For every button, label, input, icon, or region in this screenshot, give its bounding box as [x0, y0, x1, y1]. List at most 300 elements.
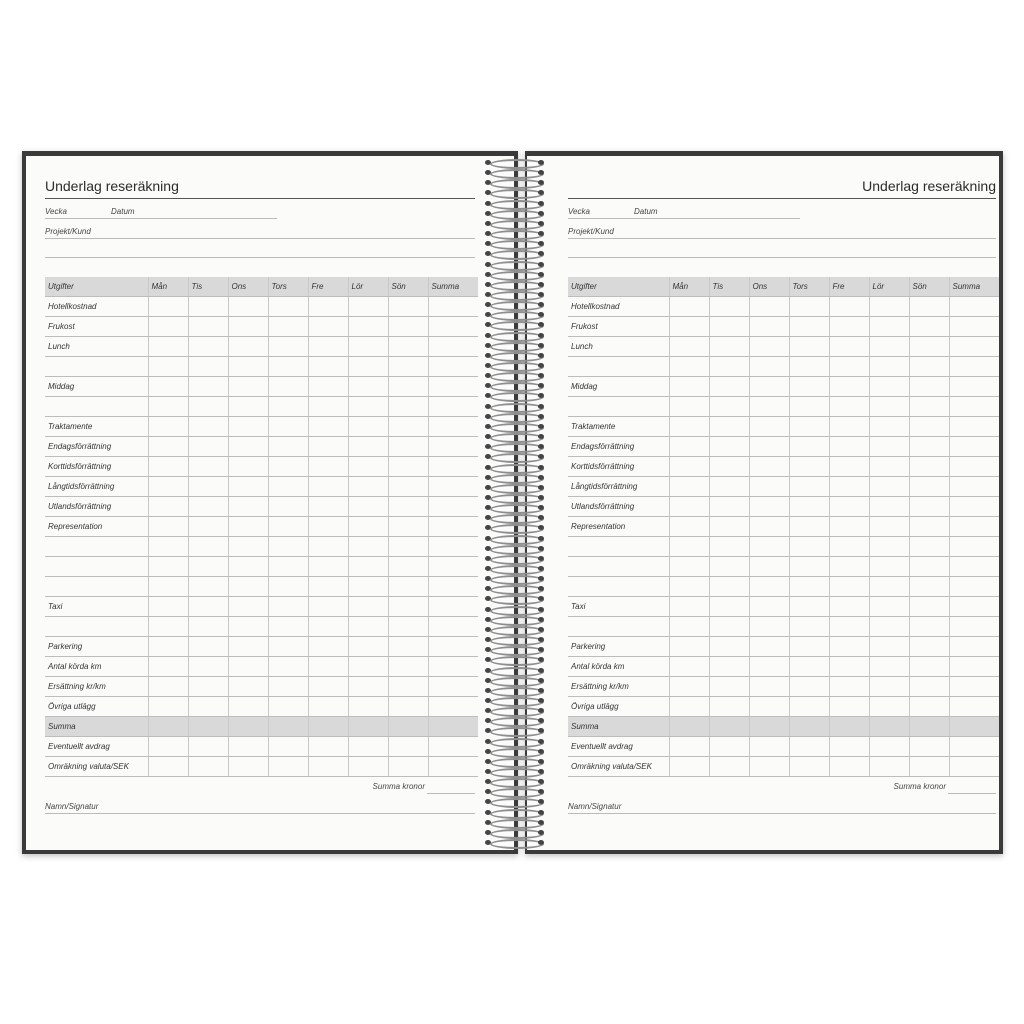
entry-cell[interactable] — [749, 637, 789, 657]
entry-cell[interactable] — [348, 417, 388, 437]
entry-cell[interactable] — [829, 517, 869, 537]
entry-cell[interactable] — [188, 437, 228, 457]
entry-cell[interactable] — [148, 517, 188, 537]
entry-cell[interactable] — [749, 677, 789, 697]
entry-cell[interactable] — [188, 357, 228, 377]
entry-cell[interactable] — [669, 677, 709, 697]
entry-cell[interactable] — [949, 297, 999, 317]
entry-cell[interactable] — [388, 357, 428, 377]
entry-cell[interactable] — [188, 637, 228, 657]
entry-cell[interactable] — [709, 477, 749, 497]
entry-cell[interactable] — [148, 717, 188, 737]
entry-cell[interactable] — [749, 397, 789, 417]
entry-cell[interactable] — [949, 337, 999, 357]
entry-cell[interactable] — [348, 617, 388, 637]
entry-cell[interactable] — [949, 557, 999, 577]
entry-cell[interactable] — [909, 717, 949, 737]
entry-cell[interactable] — [909, 657, 949, 677]
entry-cell[interactable] — [909, 737, 949, 757]
entry-cell[interactable] — [789, 737, 829, 757]
entry-cell[interactable] — [148, 617, 188, 637]
entry-cell[interactable] — [388, 577, 428, 597]
entry-cell[interactable] — [188, 757, 228, 777]
entry-cell[interactable] — [829, 457, 869, 477]
entry-cell[interactable] — [388, 337, 428, 357]
entry-cell[interactable] — [428, 437, 478, 457]
entry-cell[interactable] — [909, 577, 949, 597]
entry-cell[interactable] — [949, 397, 999, 417]
entry-cell[interactable] — [148, 437, 188, 457]
entry-cell[interactable] — [348, 457, 388, 477]
entry-cell[interactable] — [869, 697, 909, 717]
entry-cell[interactable] — [949, 597, 999, 617]
entry-cell[interactable] — [388, 617, 428, 637]
entry-cell[interactable] — [709, 577, 749, 597]
entry-cell[interactable] — [348, 397, 388, 417]
entry-cell[interactable] — [869, 617, 909, 637]
entry-cell[interactable] — [949, 657, 999, 677]
entry-cell[interactable] — [709, 497, 749, 517]
projekt-rule-2[interactable] — [45, 257, 475, 258]
entry-cell[interactable] — [749, 377, 789, 397]
entry-cell[interactable] — [268, 497, 308, 517]
entry-cell[interactable] — [308, 557, 348, 577]
entry-cell[interactable] — [188, 397, 228, 417]
entry-cell[interactable] — [188, 297, 228, 317]
entry-cell[interactable] — [869, 437, 909, 457]
entry-cell[interactable] — [428, 377, 478, 397]
entry-cell[interactable] — [669, 737, 709, 757]
entry-cell[interactable] — [348, 537, 388, 557]
entry-cell[interactable] — [428, 737, 478, 757]
entry-cell[interactable] — [388, 497, 428, 517]
entry-cell[interactable] — [148, 477, 188, 497]
entry-cell[interactable] — [909, 557, 949, 577]
entry-cell[interactable] — [268, 757, 308, 777]
entry-cell[interactable] — [949, 537, 999, 557]
entry-cell[interactable] — [428, 497, 478, 517]
entry-cell[interactable] — [188, 537, 228, 557]
entry-cell[interactable] — [869, 577, 909, 597]
entry-cell[interactable] — [789, 437, 829, 457]
entry-cell[interactable] — [829, 377, 869, 397]
entry-cell[interactable] — [869, 417, 909, 437]
entry-cell[interactable] — [428, 577, 478, 597]
entry-cell[interactable] — [228, 637, 268, 657]
entry-cell[interactable] — [909, 477, 949, 497]
entry-cell[interactable] — [829, 537, 869, 557]
entry-cell[interactable] — [388, 637, 428, 657]
entry-cell[interactable] — [228, 417, 268, 437]
entry-cell[interactable] — [348, 377, 388, 397]
entry-cell[interactable] — [669, 437, 709, 457]
entry-cell[interactable] — [749, 297, 789, 317]
entry-cell[interactable] — [869, 677, 909, 697]
entry-cell[interactable] — [388, 597, 428, 617]
entry-cell[interactable] — [308, 577, 348, 597]
entry-cell[interactable] — [749, 757, 789, 777]
entry-cell[interactable] — [348, 577, 388, 597]
entry-cell[interactable] — [268, 577, 308, 597]
entry-cell[interactable] — [789, 337, 829, 357]
entry-cell[interactable] — [709, 757, 749, 777]
entry-cell[interactable] — [308, 537, 348, 557]
entry-cell[interactable] — [909, 637, 949, 657]
entry-cell[interactable] — [669, 517, 709, 537]
entry-cell[interactable] — [749, 317, 789, 337]
entry-cell[interactable] — [388, 417, 428, 437]
entry-cell[interactable] — [308, 757, 348, 777]
entry-cell[interactable] — [669, 357, 709, 377]
entry-cell[interactable] — [829, 737, 869, 757]
entry-cell[interactable] — [949, 717, 999, 737]
entry-cell[interactable] — [669, 377, 709, 397]
entry-cell[interactable] — [709, 457, 749, 477]
entry-cell[interactable] — [669, 757, 709, 777]
entry-cell[interactable] — [669, 537, 709, 557]
entry-cell[interactable] — [388, 477, 428, 497]
entry-cell[interactable] — [308, 597, 348, 617]
entry-cell[interactable] — [228, 697, 268, 717]
entry-cell[interactable] — [869, 397, 909, 417]
entry-cell[interactable] — [669, 397, 709, 417]
summa-kronor-field[interactable] — [427, 793, 475, 794]
entry-cell[interactable] — [308, 497, 348, 517]
entry-cell[interactable] — [188, 577, 228, 597]
entry-cell[interactable] — [669, 477, 709, 497]
entry-cell[interactable] — [749, 597, 789, 617]
entry-cell[interactable] — [709, 697, 749, 717]
entry-cell[interactable] — [949, 417, 999, 437]
entry-cell[interactable] — [709, 537, 749, 557]
entry-cell[interactable] — [869, 337, 909, 357]
entry-cell[interactable] — [188, 617, 228, 637]
entry-cell[interactable] — [388, 657, 428, 677]
entry-cell[interactable] — [268, 417, 308, 437]
entry-cell[interactable] — [228, 297, 268, 317]
entry-cell[interactable] — [829, 417, 869, 437]
entry-cell[interactable] — [909, 537, 949, 557]
entry-cell[interactable] — [268, 397, 308, 417]
entry-cell[interactable] — [709, 517, 749, 537]
entry-cell[interactable] — [348, 677, 388, 697]
entry-cell[interactable] — [789, 457, 829, 477]
entry-cell[interactable] — [388, 757, 428, 777]
entry-cell[interactable] — [348, 597, 388, 617]
entry-cell[interactable] — [348, 637, 388, 657]
entry-cell[interactable] — [829, 397, 869, 417]
entry-cell[interactable] — [428, 597, 478, 617]
entry-cell[interactable] — [789, 577, 829, 597]
entry-cell[interactable] — [749, 337, 789, 357]
entry-cell[interactable] — [789, 677, 829, 697]
entry-cell[interactable] — [869, 477, 909, 497]
entry-cell[interactable] — [228, 317, 268, 337]
entry-cell[interactable] — [869, 757, 909, 777]
entry-cell[interactable] — [749, 557, 789, 577]
entry-cell[interactable] — [829, 297, 869, 317]
entry-cell[interactable] — [869, 557, 909, 577]
entry-cell[interactable] — [949, 377, 999, 397]
entry-cell[interactable] — [789, 357, 829, 377]
entry-cell[interactable] — [388, 517, 428, 537]
entry-cell[interactable] — [268, 297, 308, 317]
entry-cell[interactable] — [909, 757, 949, 777]
entry-cell[interactable] — [228, 597, 268, 617]
entry-cell[interactable] — [188, 317, 228, 337]
entry-cell[interactable] — [869, 717, 909, 737]
entry-cell[interactable] — [388, 737, 428, 757]
entry-cell[interactable] — [749, 457, 789, 477]
entry-cell[interactable] — [228, 737, 268, 757]
entry-cell[interactable] — [709, 357, 749, 377]
entry-cell[interactable] — [268, 457, 308, 477]
entry-cell[interactable] — [268, 677, 308, 697]
entry-cell[interactable] — [268, 617, 308, 637]
entry-cell[interactable] — [228, 477, 268, 497]
entry-cell[interactable] — [829, 617, 869, 637]
entry-cell[interactable] — [789, 297, 829, 317]
entry-cell[interactable] — [228, 537, 268, 557]
entry-cell[interactable] — [388, 717, 428, 737]
entry-cell[interactable] — [709, 677, 749, 697]
entry-cell[interactable] — [949, 437, 999, 457]
entry-cell[interactable] — [829, 717, 869, 737]
entry-cell[interactable] — [308, 697, 348, 717]
entry-cell[interactable] — [228, 337, 268, 357]
entry-cell[interactable] — [749, 717, 789, 737]
entry-cell[interactable] — [188, 737, 228, 757]
entry-cell[interactable] — [709, 317, 749, 337]
entry-cell[interactable] — [869, 657, 909, 677]
entry-cell[interactable] — [148, 697, 188, 717]
signatur-field[interactable] — [45, 813, 475, 814]
entry-cell[interactable] — [669, 317, 709, 337]
entry-cell[interactable] — [228, 717, 268, 737]
entry-cell[interactable] — [268, 437, 308, 457]
entry-cell[interactable] — [428, 757, 478, 777]
entry-cell[interactable] — [949, 757, 999, 777]
entry-cell[interactable] — [789, 617, 829, 637]
entry-cell[interactable] — [709, 637, 749, 657]
entry-cell[interactable] — [188, 677, 228, 697]
entry-cell[interactable] — [669, 417, 709, 437]
entry-cell[interactable] — [308, 297, 348, 317]
entry-cell[interactable] — [909, 437, 949, 457]
entry-cell[interactable] — [749, 517, 789, 537]
entry-cell[interactable] — [388, 537, 428, 557]
entry-cell[interactable] — [388, 297, 428, 317]
entry-cell[interactable] — [749, 477, 789, 497]
entry-cell[interactable] — [348, 557, 388, 577]
entry-cell[interactable] — [709, 657, 749, 677]
entry-cell[interactable] — [669, 657, 709, 677]
entry-cell[interactable] — [709, 377, 749, 397]
entry-cell[interactable] — [148, 637, 188, 657]
entry-cell[interactable] — [268, 557, 308, 577]
entry-cell[interactable] — [829, 497, 869, 517]
entry-cell[interactable] — [789, 697, 829, 717]
entry-cell[interactable] — [869, 357, 909, 377]
entry-cell[interactable] — [148, 457, 188, 477]
entry-cell[interactable] — [909, 337, 949, 357]
entry-cell[interactable] — [148, 497, 188, 517]
entry-cell[interactable] — [949, 637, 999, 657]
entry-cell[interactable] — [308, 317, 348, 337]
entry-cell[interactable] — [228, 497, 268, 517]
entry-cell[interactable] — [669, 697, 709, 717]
entry-cell[interactable] — [949, 737, 999, 757]
entry-cell[interactable] — [789, 517, 829, 537]
entry-cell[interactable] — [829, 757, 869, 777]
entry-cell[interactable] — [188, 477, 228, 497]
entry-cell[interactable] — [789, 397, 829, 417]
entry-cell[interactable] — [148, 537, 188, 557]
entry-cell[interactable] — [669, 617, 709, 637]
entry-cell[interactable] — [749, 737, 789, 757]
entry-cell[interactable] — [829, 357, 869, 377]
entry-cell[interactable] — [749, 617, 789, 637]
entry-cell[interactable] — [388, 377, 428, 397]
entry-cell[interactable] — [308, 517, 348, 537]
entry-cell[interactable] — [749, 357, 789, 377]
entry-cell[interactable] — [188, 337, 228, 357]
entry-cell[interactable] — [749, 657, 789, 677]
entry-cell[interactable] — [709, 437, 749, 457]
entry-cell[interactable] — [428, 477, 478, 497]
entry-cell[interactable] — [949, 497, 999, 517]
entry-cell[interactable] — [148, 577, 188, 597]
entry-cell[interactable] — [789, 757, 829, 777]
entry-cell[interactable] — [709, 417, 749, 437]
entry-cell[interactable] — [869, 497, 909, 517]
entry-cell[interactable] — [388, 697, 428, 717]
entry-cell[interactable] — [789, 717, 829, 737]
entry-cell[interactable] — [709, 557, 749, 577]
entry-cell[interactable] — [829, 557, 869, 577]
entry-cell[interactable] — [709, 737, 749, 757]
entry-cell[interactable] — [789, 477, 829, 497]
entry-cell[interactable] — [949, 617, 999, 637]
entry-cell[interactable] — [669, 557, 709, 577]
entry-cell[interactable] — [388, 557, 428, 577]
entry-cell[interactable] — [148, 557, 188, 577]
entry-cell[interactable] — [348, 697, 388, 717]
entry-cell[interactable] — [909, 517, 949, 537]
entry-cell[interactable] — [308, 717, 348, 737]
entry-cell[interactable] — [148, 397, 188, 417]
entry-cell[interactable] — [308, 397, 348, 417]
entry-cell[interactable] — [268, 477, 308, 497]
entry-cell[interactable] — [829, 637, 869, 657]
entry-cell[interactable] — [428, 537, 478, 557]
entry-cell[interactable] — [909, 597, 949, 617]
entry-cell[interactable] — [428, 297, 478, 317]
entry-cell[interactable] — [428, 717, 478, 737]
entry-cell[interactable] — [949, 577, 999, 597]
entry-cell[interactable] — [148, 417, 188, 437]
entry-cell[interactable] — [428, 397, 478, 417]
entry-cell[interactable] — [669, 297, 709, 317]
entry-cell[interactable] — [669, 577, 709, 597]
entry-cell[interactable] — [949, 477, 999, 497]
entry-cell[interactable] — [308, 477, 348, 497]
entry-cell[interactable] — [428, 517, 478, 537]
entry-cell[interactable] — [188, 417, 228, 437]
entry-cell[interactable] — [428, 317, 478, 337]
entry-cell[interactable] — [148, 377, 188, 397]
entry-cell[interactable] — [909, 677, 949, 697]
entry-cell[interactable] — [188, 557, 228, 577]
signatur-field[interactable] — [568, 813, 996, 814]
entry-cell[interactable] — [869, 537, 909, 557]
entry-cell[interactable] — [428, 657, 478, 677]
entry-cell[interactable] — [428, 357, 478, 377]
entry-cell[interactable] — [789, 377, 829, 397]
entry-cell[interactable] — [308, 657, 348, 677]
entry-cell[interactable] — [188, 657, 228, 677]
entry-cell[interactable] — [268, 597, 308, 617]
entry-cell[interactable] — [388, 437, 428, 457]
entry-cell[interactable] — [188, 697, 228, 717]
entry-cell[interactable] — [148, 317, 188, 337]
entry-cell[interactable] — [869, 377, 909, 397]
entry-cell[interactable] — [709, 717, 749, 737]
vecka-datum-rule[interactable] — [568, 218, 800, 219]
vecka-datum-rule[interactable] — [45, 218, 277, 219]
entry-cell[interactable] — [148, 357, 188, 377]
entry-cell[interactable] — [188, 377, 228, 397]
entry-cell[interactable] — [428, 457, 478, 477]
entry-cell[interactable] — [268, 697, 308, 717]
entry-cell[interactable] — [348, 757, 388, 777]
entry-cell[interactable] — [188, 597, 228, 617]
entry-cell[interactable] — [228, 457, 268, 477]
entry-cell[interactable] — [308, 637, 348, 657]
entry-cell[interactable] — [308, 377, 348, 397]
entry-cell[interactable] — [228, 437, 268, 457]
entry-cell[interactable] — [709, 597, 749, 617]
entry-cell[interactable] — [709, 397, 749, 417]
projekt-rule[interactable] — [568, 238, 996, 239]
entry-cell[interactable] — [228, 657, 268, 677]
entry-cell[interactable] — [348, 297, 388, 317]
projekt-rule[interactable] — [45, 238, 475, 239]
entry-cell[interactable] — [228, 557, 268, 577]
entry-cell[interactable] — [669, 717, 709, 737]
entry-cell[interactable] — [869, 457, 909, 477]
entry-cell[interactable] — [228, 397, 268, 417]
entry-cell[interactable] — [268, 717, 308, 737]
entry-cell[interactable] — [709, 297, 749, 317]
entry-cell[interactable] — [869, 297, 909, 317]
entry-cell[interactable] — [949, 677, 999, 697]
entry-cell[interactable] — [308, 617, 348, 637]
entry-cell[interactable] — [709, 337, 749, 357]
entry-cell[interactable] — [148, 597, 188, 617]
entry-cell[interactable] — [348, 517, 388, 537]
entry-cell[interactable] — [268, 317, 308, 337]
entry-cell[interactable] — [348, 357, 388, 377]
entry-cell[interactable] — [789, 417, 829, 437]
entry-cell[interactable] — [228, 577, 268, 597]
entry-cell[interactable] — [428, 337, 478, 357]
entry-cell[interactable] — [428, 697, 478, 717]
entry-cell[interactable] — [268, 657, 308, 677]
entry-cell[interactable] — [268, 377, 308, 397]
entry-cell[interactable] — [428, 557, 478, 577]
entry-cell[interactable] — [148, 677, 188, 697]
